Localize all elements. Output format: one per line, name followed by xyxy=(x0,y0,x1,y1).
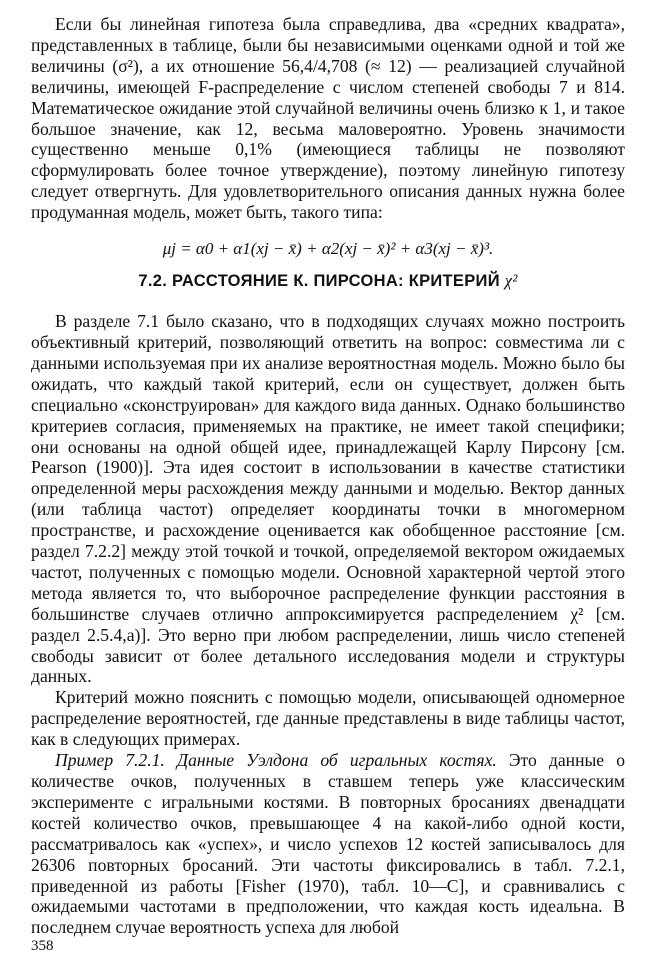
paragraph-explanation: Критерий можно пояснить с помощью модели, описывающей одномерное распределение вероятностей, где данные представлены в виде таблицы частот, как в следующих примерах. xyxy=(31,687,625,750)
paragraph-pearson-criterion: В разделе 7.1 было сказано, что в подходящих случаях можно построить объективный критерий, позволяющий ответить на вопрос: совместима ли с данными используемая при их анализе вероятностная модель. Можно было бы ожидать, что каждый такой критерий, если он существует, должен быть специально «сконструирован» для каждого вида данных. Однако большинство критериев согласия, применяемых на практике, не имеет такой специфики; они основаны на одной общей идее, принадлежащей Карлу Пирсону [см. Pearson (1900)]. Эта идея состоит в использовании в качестве статистики определенной меры расхождения между данными и моделью. Вектор данных (или таблица частот) определяет координаты точки в многомерном пространстве, и расхождение оценивается как обобщенное расстояние [см. раздел 7.2.2] между этой точкой и точкой, определяемой вектором ожидаемых частот, полученных с помощью модели. Основной характерной чертой этого метода является то, что выборочное распределение функции расстояния в большинстве случаев отлично аппроксимируется распределением χ² [см. раздел 2.5.4,a)]. Это верно при любом распределении, лишь число степеней свободы зависит от более детального исследования модели и структуры данных. xyxy=(31,311,625,687)
example-title: Пример 7.2.1. Данные Уэлдона об игральных костях. xyxy=(55,750,497,771)
example-text: Это данные о количестве очков, полученных в ставшем теперь уже классическим эксперименте с игральными костями. В повторных бросаниях двенадцати костей количество очков, превышающее 4 на какой-либо одной кости, рассматривалось как «успех», и число успехов 12 костей записывалось для 26306 повторных бросаний. Эти частоты фиксировались в табл. 7.2.1, приведенной из работы [Fisher (1970), табл. 10—C], и сравнивались с ожидаемыми частотами в предположении, что каждая кость идеальна. В последнем случае вероятность успеха для любой xyxy=(31,750,626,938)
chi-squared-symbol: χ² xyxy=(504,271,518,291)
section-title xyxy=(31,271,625,291)
cubic-model-formula: μj = α0 + α1(xj − x̄) + α2(xj − x̄)² + α3(xj − x̄)³. xyxy=(162,239,494,259)
paragraph-linear-hypothesis: Если бы линейная гипотеза была справедлива, два «средних квадрата», представленных в таблице, были бы независимыми оценками одной и той же величины (σ²), а их отношение 56,4/4,708 (≈ 12) — реализацией случайной величины, имеющей F-распределение с числом степеней свободы 7 и 814. Математическое ожидание этой случайной величины очень близко к 1, и такое большое значение, как 12, весьма маловероятно. Уровень значимости существенно меньше 0,1% (имеющиеся таблицы не позволяют сформулировать более точное утверждение), поэтому линейную гипотезу следует отвергнуть. Для удовлетворительного описания данных нужна более продуманная модель, может быть, такого типа: xyxy=(31,14,625,223)
page-body xyxy=(31,14,625,938)
paragraph-example xyxy=(31,750,625,938)
page-number: 358 xyxy=(31,938,54,954)
section-title-text: 7.2. РАССТОЯНИЕ К. ПИРСОНА: КРИТЕРИЙ xyxy=(138,272,500,291)
